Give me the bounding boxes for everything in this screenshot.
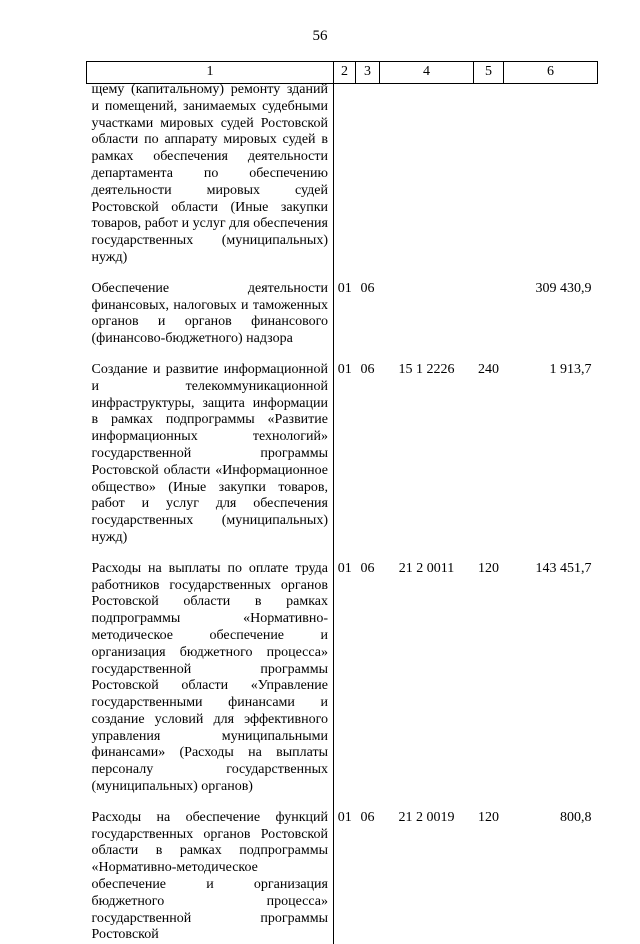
section-code: 01 [337, 809, 352, 825]
amount: 1 913,7 [549, 361, 592, 377]
amount: 800,8 [560, 809, 592, 825]
subsection-code: 06 [360, 280, 375, 296]
budget-table [86, 61, 598, 944]
subsection-code [356, 84, 380, 267]
section-code [334, 84, 356, 267]
expense-type-code: 120 [478, 809, 499, 825]
subsection-code: 06 [360, 361, 375, 377]
target-article-code [380, 84, 474, 267]
amount: 309 430,9 [535, 280, 592, 296]
table-row [87, 547, 598, 796]
expense-type-code [474, 84, 504, 267]
description-text: Расходы на обеспечение функций государственных органов Ростовской области в рамках подпрограммы «Нормативно-методическое обеспечение и организация бюджетного процесса» государственной программы Ростовской [91, 809, 328, 943]
column-header-2: 2 [334, 62, 356, 84]
expense-type-code [474, 267, 504, 348]
expense-type-code: 240 [478, 361, 499, 377]
description-cell [87, 84, 334, 267]
column-header-6: 6 [504, 62, 598, 84]
description-cell [87, 547, 334, 796]
table-row [87, 84, 598, 267]
section-code: 01 [337, 280, 352, 296]
description-cell [87, 267, 334, 348]
page-number: 56 [312, 28, 328, 44]
table-row [87, 796, 598, 944]
subsection-code: 06 [360, 560, 375, 576]
column-header-1: 1 [87, 62, 334, 84]
header-row [87, 62, 598, 84]
table-row [87, 267, 598, 348]
amount [504, 84, 598, 267]
column-header-5: 5 [474, 62, 504, 84]
target-article-code: 21 2 0019 [398, 809, 455, 825]
section-code: 01 [337, 361, 352, 377]
description-cell [87, 796, 334, 944]
description-text: щему (капитальному) ремонту зданий и помещений, занимаемых судебными участками мировых судей Ростовской области по аппарату мировых судей в рамках обеспечения деятельности департамента по обеспечению деятельности мировых судей Ростовской области (Иные закупки товаров, работ и услуг для обеспечения государственных (муниципальных) нужд) [91, 82, 328, 265]
section-code: 01 [337, 560, 352, 576]
target-article-code [380, 267, 474, 348]
description-text: Создание и развитие информационной и телекоммуникационной инфраструктуры, защита информации в рамках подпрограммы «Развитие информационных технологий» государственной программы Ростовской области «Информационное общество» (Иные закупки товаров, работ и услуг для обеспечения государственных (муниципальных) нужд) [91, 361, 328, 545]
table-row [87, 348, 598, 547]
description-text: Расходы на выплаты по оплате труда работников государственных органов Ростовской области в рамках подпрограммы «Нормативно-методическое обеспечение и организация бюджетного процесса» государственной программы Ростовской области «Управление государственными финансами и создание условий для эффективного управления муниципальными финансами» (Расходы на выплаты персоналу государственных (муниципальных) органов) [91, 560, 328, 795]
column-header-4: 4 [380, 62, 474, 84]
target-article-code: 15 1 2226 [398, 361, 455, 377]
description-cell [87, 348, 334, 547]
description-text: Обеспечение деятельности финансовых, налоговых и таможенных органов и органов финансового (финансово-бюджетного) надзора [91, 280, 328, 347]
amount: 143 451,7 [535, 560, 592, 576]
expense-type-code: 120 [478, 560, 499, 576]
column-header-3: 3 [356, 62, 380, 84]
target-article-code: 21 2 0011 [398, 560, 455, 576]
subsection-code: 06 [360, 809, 375, 825]
